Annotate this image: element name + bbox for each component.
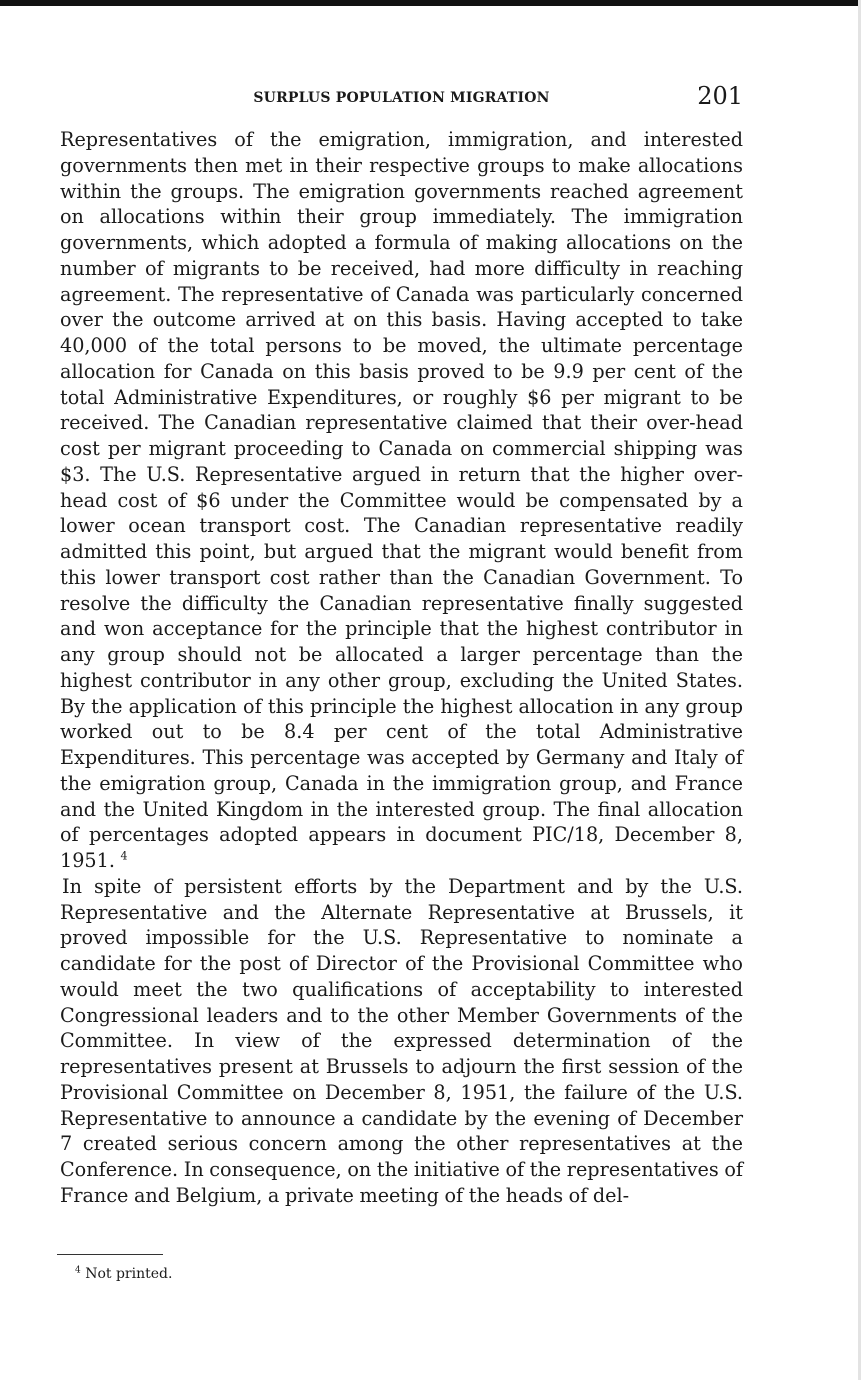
page-number: 201 xyxy=(697,82,743,110)
paragraph-text: In spite of persistent efforts by the Department and by the U.S. Representative and the Alternate Representative at Brussels, it proved impossible for the U.S. Representative to nominate a candidate for the post of Director of the Provisional Committee who would meet the two qualifications of acceptability to interested Congressional leaders and to the other Member Governments of the Committee. In view of the expressed determination of the representatives present at Brussels to adjourn the first session of the Provisional Committee on December 8, 1951, the failure of the U.S. Representative to announce a candidate by the evening of December 7 created serious concern among the other representatives at the Conference. In consequence, on the initiative of the representatives of France and Belgium, a private meeting of the heads of del- xyxy=(60,874,743,1207)
footnote xyxy=(75,1266,172,1282)
page-header xyxy=(60,82,743,116)
paragraph xyxy=(60,874,743,1209)
footnote-text: Not printed. xyxy=(85,1266,173,1282)
footnote-marker: 4 xyxy=(75,1265,81,1276)
page-top-edge xyxy=(0,0,861,6)
footnote-divider xyxy=(57,1254,163,1255)
body-text xyxy=(60,127,743,1209)
paragraph xyxy=(60,127,743,874)
footnote-reference: 4 xyxy=(120,849,128,863)
running-title: SURPLUS POPULATION MIGRATION xyxy=(253,90,550,106)
paragraph-text: Representatives of the emigration, immigration, and interested governments then met in their respective groups to make allocations within the groups. The emigration governments reached agreement on allocations within their group immediately. The immigration governments, which adopted a formula of making allocations on the number of migrants to be received, had more difficulty in reaching agreement. The representative of Canada was particularly concerned over the outcome arrived at on this basis. Having accepted to take 40,000 of the total persons to be moved, the ultimate percentage allocation for Canada on this basis proved to be 9.9 per cent of the total Administrative Expenditures, or roughly $6 per migrant to be received. The Canadian representative claimed that their over-head cost per migrant proceeding to Canada on commercial shipping was $3. The U.S. Representative argued in return that the higher over-head cost of $6 under the Committee would be compensated by a lower ocean transport cost. The Canadian representative readily admitted this point, but argued that the migrant would benefit from this lower transport cost rather than the Canadian Government. To resolve the difficulty the Canadian representative finally suggested and won acceptance for the principle that the highest contributor in any group should not be allocated a larger percentage than the highest contributor in any other group, excluding the United States. By the application of this principle the highest allocation in any group worked out to be 8.4 per cent of the total Administrative Expenditures. This percentage was accepted by Germany and Italy of the emigration group, Canada in the immigration group, and France and the United Kingdom in the interested group. The final allocation of percentages adopted appears in document PIC/18, December 8, 1951. xyxy=(60,128,743,872)
